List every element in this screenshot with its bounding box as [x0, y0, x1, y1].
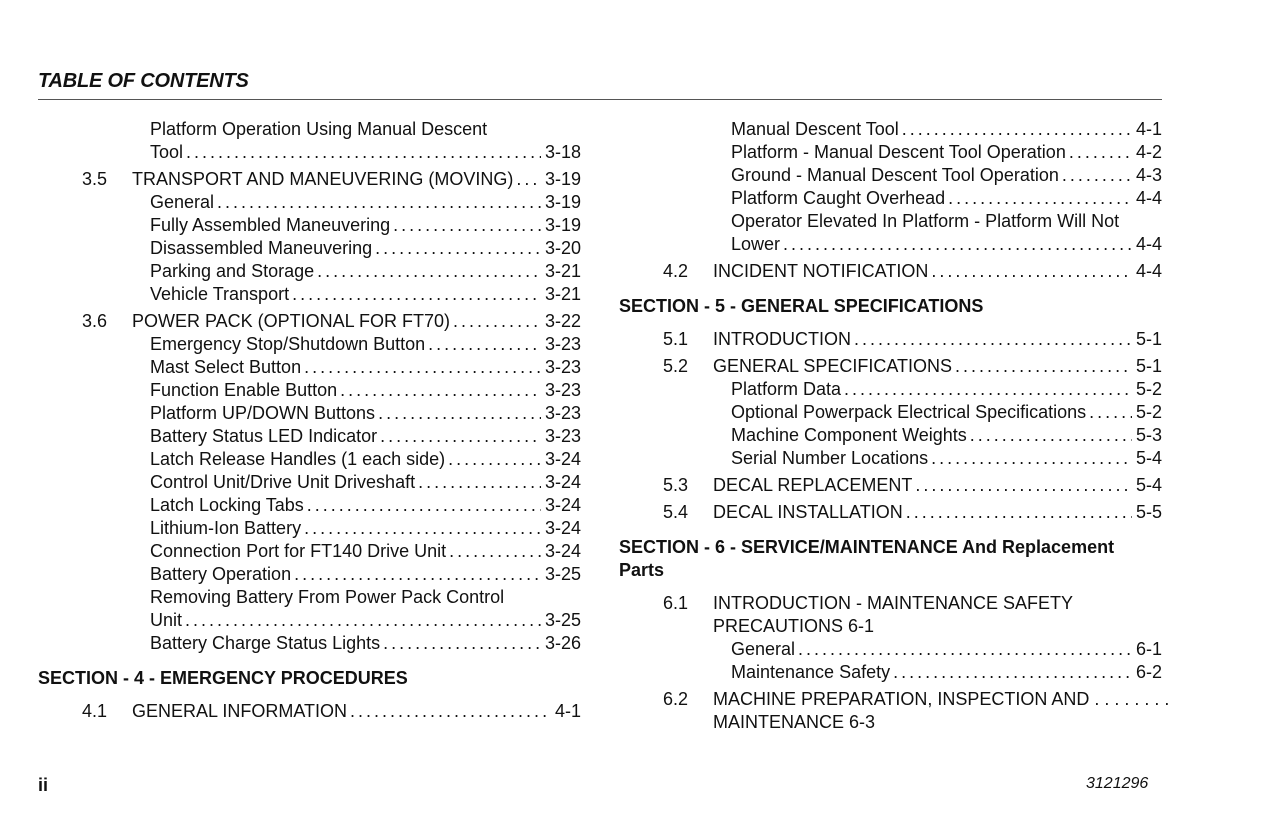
toc-entry-title: INTRODUCTION: [713, 329, 851, 349]
dot-leader: [317, 260, 541, 283]
toc-page-number: 4-1: [1135, 119, 1162, 139]
toc-page-number: 3-24: [544, 495, 581, 515]
toc-entry-line: [731, 233, 1162, 256]
toc-entry-line: [731, 661, 1162, 684]
toc-entry[interactable]: [731, 118, 1162, 141]
toc-entry-title: Tool: [150, 142, 184, 162]
toc-page-number: 3-23: [544, 357, 581, 377]
toc-entry-line: [150, 237, 581, 260]
toc-entry-line: [731, 118, 1162, 141]
dot-leader: [350, 700, 551, 723]
section-number: 5.4: [663, 502, 689, 522]
dot-leader: [915, 474, 1132, 497]
dot-leader: [948, 187, 1132, 210]
toc-entry-line: [132, 700, 581, 723]
toc-entry[interactable]: [731, 401, 1162, 424]
toc-entry-title: Lithium-Ion Battery: [150, 518, 302, 538]
toc-entry-line: [150, 141, 581, 164]
toc-entry-title: DECAL REPLACEMENT: [713, 475, 913, 495]
toc-page-number: 3-24: [544, 541, 581, 561]
toc-entry-line: [713, 355, 1162, 378]
toc-page-number: 3-23: [544, 380, 581, 400]
toc-entry-title: Vehicle Transport: [150, 284, 290, 304]
toc-page-number: 4-4: [1135, 234, 1162, 254]
dot-leader: [418, 471, 541, 494]
dot-leader: [383, 632, 541, 655]
toc-page-number: 3-24: [544, 472, 581, 492]
toc-entry[interactable]: [150, 425, 581, 448]
toc-page-number: 5-4: [1135, 475, 1162, 495]
dot-leader: [307, 494, 541, 517]
toc-entry-line: [731, 141, 1162, 164]
toc-entry-line: [150, 632, 581, 655]
toc-page-number: 5-2: [1135, 402, 1162, 422]
toc-entry-title: Parking and Storage: [150, 261, 315, 281]
toc-entry[interactable]: [150, 517, 581, 540]
toc-section-entry[interactable]: [82, 696, 581, 723]
dot-leader: [798, 638, 1132, 661]
dot-leader: [186, 141, 541, 164]
toc-entry-title: Platform Data: [731, 379, 842, 399]
toc-entry-line: [150, 471, 581, 494]
toc-entry-line: [713, 501, 1162, 524]
toc-entry-line: [150, 283, 581, 306]
section-heading[interactable]: [619, 283, 1162, 324]
section-number: 3.5: [82, 169, 108, 189]
toc-entry-line: [150, 517, 581, 540]
toc-entry-line: [731, 401, 1162, 424]
toc-entry-title: Connection Port for FT140 Drive Unit: [150, 541, 447, 561]
dot-leader: [449, 540, 541, 563]
dot-leader: [902, 118, 1132, 141]
toc-entry-title: Platform UP/DOWN Buttons: [150, 403, 376, 423]
toc-entry-line: [713, 474, 1162, 497]
toc-entry-title: Lower: [731, 234, 781, 254]
dot-leader: [893, 661, 1132, 684]
toc-entry-title: MAINTENANCE 6-3: [713, 712, 876, 732]
toc-entry[interactable]: [150, 471, 581, 494]
toc-page-number: 3-26: [544, 633, 581, 653]
toc-entry[interactable]: [731, 187, 1162, 210]
toc-entry-title: Manual Descent Tool: [731, 119, 899, 139]
toc-entry[interactable]: [150, 494, 581, 517]
section-number: 6.1: [663, 593, 689, 613]
toc-entry-line: [731, 187, 1162, 210]
toc-page-number: 6-2: [1135, 662, 1162, 682]
toc-page-number: 5-5: [1135, 502, 1162, 522]
section-number: 5.3: [663, 475, 689, 495]
toc-entry-title: Machine Component Weights: [731, 425, 967, 445]
toc-entry-line: [150, 540, 581, 563]
dot-leader: [428, 333, 541, 356]
dot-leader: [516, 168, 541, 191]
toc-entry-title: INCIDENT NOTIFICATION: [713, 261, 929, 281]
dot-leader: [931, 260, 1132, 283]
toc-entry-title: Operator Elevated In Platform - Platform Will Not: [731, 211, 1120, 231]
section-heading[interactable]: [38, 655, 581, 696]
toc-entry-title: MACHINE PREPARATION, INSPECTION AND . . . . . . . .: [713, 689, 1170, 709]
dot-leader: [970, 424, 1132, 447]
toc-entry[interactable]: [731, 141, 1162, 164]
toc-entry-line: [731, 447, 1162, 470]
dot-leader: [1089, 401, 1132, 424]
toc-page-number: 3-23: [544, 403, 581, 423]
toc-entry-title: Platform Caught Overhead: [731, 188, 946, 208]
section-number: 3.6: [82, 311, 108, 331]
dot-leader: [304, 356, 541, 379]
toc-entry[interactable]: [150, 118, 581, 164]
dot-leader: [448, 448, 541, 471]
toc-page-number: 3-23: [544, 426, 581, 446]
toc-entry-line: [132, 310, 581, 333]
toc-page-number: 3-19: [544, 169, 581, 189]
dot-leader: [955, 355, 1132, 378]
dot-leader: [844, 378, 1132, 401]
section-heading-line: SECTION - 5 - GENERAL SPECIFICATIONS: [619, 296, 984, 316]
dot-leader: [380, 425, 541, 448]
toc-page-number: 3-19: [544, 192, 581, 212]
toc-entry[interactable]: [150, 540, 581, 563]
toc-entry-line: [150, 379, 581, 402]
dot-leader: [304, 517, 541, 540]
toc-entry-title: Mast Select Button: [150, 357, 302, 377]
toc-entry-title: Optional Powerpack Electrical Specifications: [731, 402, 1087, 422]
toc-entry-title: DECAL INSTALLATION: [713, 502, 903, 522]
toc-page-number: 3-25: [544, 564, 581, 584]
toc-page-number: 4-4: [1135, 188, 1162, 208]
toc-page-number: 5-1: [1135, 356, 1162, 376]
toc-entry-line: [731, 424, 1162, 447]
toc-entry[interactable]: [731, 164, 1162, 187]
dot-leader: [340, 379, 541, 402]
toc-entry-title: Fully Assembled Maneuvering: [150, 215, 391, 235]
toc-entry-title: Maintenance Safety: [731, 662, 891, 682]
toc-entry-line: [713, 260, 1162, 283]
toc-entry-title: Latch Locking Tabs: [150, 495, 304, 515]
toc-entry-title: GENERAL SPECIFICATIONS: [713, 356, 953, 376]
dot-leader: [185, 609, 541, 632]
dot-leader: [217, 191, 541, 214]
section-number: 6.2: [663, 689, 689, 709]
section-heading-line: SECTION - 4 - EMERGENCY PROCEDURES: [38, 668, 408, 688]
page-header-title: TABLE OF CONTENTS: [38, 70, 249, 92]
toc-section-entry[interactable]: [663, 588, 1162, 638]
dot-leader: [931, 447, 1132, 470]
toc-entry[interactable]: [731, 638, 1162, 661]
dot-leader: [783, 233, 1132, 256]
toc-page-number: 3-25: [544, 610, 581, 630]
toc-entry[interactable]: [150, 237, 581, 260]
toc-page-number: 4-2: [1135, 142, 1162, 162]
toc-entry-line: [150, 214, 581, 237]
header-rule: [38, 99, 1162, 100]
toc-entry-title: General: [150, 192, 215, 212]
toc-page-number: 3-21: [544, 261, 581, 281]
toc-entry-line: [731, 164, 1162, 187]
toc-entry-title: INTRODUCTION - MAINTENANCE SAFETY: [713, 593, 1074, 613]
section-number: 4.1: [82, 701, 108, 721]
dot-leader: [854, 328, 1132, 351]
toc-entry[interactable]: [150, 448, 581, 471]
toc-page-number: 3-21: [544, 284, 581, 304]
toc-entry-title: Latch Release Handles (1 each side): [150, 449, 446, 469]
toc-entry-line: [713, 328, 1162, 351]
toc-page-number: 5-4: [1135, 448, 1162, 468]
toc-entry-title: Platform Operation Using Manual Descent: [150, 119, 488, 139]
toc-entry-title: Serial Number Locations: [731, 448, 929, 468]
toc-section-entry[interactable]: [663, 324, 1162, 351]
toc-page-number: 3-24: [544, 449, 581, 469]
toc-entry[interactable]: [150, 214, 581, 237]
toc-entry[interactable]: [150, 333, 581, 356]
toc-entry[interactable]: [731, 447, 1162, 470]
toc-entry-line: [731, 378, 1162, 401]
toc-entry[interactable]: [731, 661, 1162, 684]
dot-leader: [393, 214, 541, 237]
toc-entry-line: [132, 168, 581, 191]
dot-leader: [906, 501, 1132, 524]
toc-entry-line: [150, 260, 581, 283]
toc-page-number: 5-1: [1135, 329, 1162, 349]
toc-section-entry[interactable]: [663, 351, 1162, 378]
toc-section-entry[interactable]: [663, 256, 1162, 283]
toc-entry-title: Ground - Manual Descent Tool Operation: [731, 165, 1059, 185]
toc-entry-line: [150, 609, 581, 632]
toc-page-number: 3-18: [544, 142, 581, 162]
toc-entry-title: Battery Status LED Indicator: [150, 426, 378, 446]
toc-entry-line: [150, 333, 581, 356]
toc-entry-title: Disassembled Maneuvering: [150, 238, 373, 258]
footer-document-number: 3121296: [1086, 775, 1149, 792]
toc-page-number: 3-23: [544, 334, 581, 354]
toc-page-number: 5-2: [1135, 379, 1162, 399]
toc-entry[interactable]: [150, 191, 581, 214]
toc-entry-line: [150, 402, 581, 425]
toc-page-number: 3-19: [544, 215, 581, 235]
toc-entry[interactable]: [731, 210, 1162, 256]
toc-page-number: 5-3: [1135, 425, 1162, 445]
toc-entry[interactable]: [150, 379, 581, 402]
toc-entry[interactable]: [150, 563, 581, 586]
toc-entry-title: POWER PACK (OPTIONAL FOR FT70): [132, 311, 451, 331]
dot-leader: [453, 310, 541, 333]
toc-page-number: 6-1: [1135, 639, 1162, 659]
dot-leader: [1069, 141, 1132, 164]
toc-page-number: 3-22: [544, 311, 581, 331]
toc-entry-title: TRANSPORT AND MANEUVERING (MOVING): [132, 169, 514, 189]
toc-page-number: 3-20: [544, 238, 581, 258]
toc-entry[interactable]: [150, 260, 581, 283]
toc-entry-title: Battery Operation: [150, 564, 292, 584]
dot-leader: [292, 283, 541, 306]
toc-entry-line: [150, 191, 581, 214]
toc-entry-line: [731, 638, 1162, 661]
toc-entry-title: Control Unit/Drive Unit Driveshaft: [150, 472, 416, 492]
toc-entry[interactable]: [150, 356, 581, 379]
toc-right-column: [619, 118, 1170, 734]
toc-section-entry[interactable]: [82, 164, 581, 191]
toc-section-entry[interactable]: [82, 306, 581, 333]
toc-section-entry[interactable]: [663, 684, 1170, 734]
dot-leader: [294, 563, 541, 586]
toc-entry-title: General: [731, 639, 796, 659]
toc-page-number: 4-3: [1135, 165, 1162, 185]
toc-page-number: 4-1: [554, 701, 581, 721]
section-number: 4.2: [663, 261, 689, 281]
toc-entry[interactable]: [150, 586, 581, 632]
toc-entry-title: Unit: [150, 610, 183, 630]
toc-page-number: 3-24: [544, 518, 581, 538]
toc-entry[interactable]: [731, 378, 1162, 401]
section-number: 5.2: [663, 356, 689, 376]
toc-entry-title: Removing Battery From Power Pack Control: [150, 587, 505, 607]
dot-leader: [375, 237, 541, 260]
toc-entry-line: [150, 356, 581, 379]
footer-page-number: ii: [38, 775, 49, 795]
toc-section-entry[interactable]: [663, 470, 1162, 497]
toc-entry-title: Emergency Stop/Shutdown Button: [150, 334, 426, 354]
toc-page-number: 4-4: [1135, 261, 1162, 281]
toc-entry-title: Function Enable Button: [150, 380, 338, 400]
dot-leader: [378, 402, 541, 425]
toc-entry[interactable]: [150, 632, 581, 655]
toc-entry[interactable]: [150, 283, 581, 306]
section-heading-line: Parts: [619, 560, 665, 580]
toc-entry[interactable]: [150, 402, 581, 425]
toc-entry[interactable]: [731, 424, 1162, 447]
section-heading[interactable]: [619, 524, 1162, 588]
toc-entry-line: [150, 448, 581, 471]
toc-entry-line: [150, 425, 581, 448]
toc-left-column: [38, 118, 581, 723]
toc-entry-title: Platform - Manual Descent Tool Operation: [731, 142, 1066, 162]
toc-entry-title: GENERAL INFORMATION: [132, 701, 348, 721]
toc-entry-line: [150, 494, 581, 517]
toc-entry-title: PRECAUTIONS 6-1: [713, 616, 875, 636]
section-number: 5.1: [663, 329, 689, 349]
section-heading-line: SECTION - 6 - SERVICE/MAINTENANCE And Replacement: [619, 537, 1115, 557]
toc-entry-line: [150, 563, 581, 586]
dot-leader: [1062, 164, 1132, 187]
toc-entry-title: Battery Charge Status Lights: [150, 633, 381, 653]
toc-section-entry[interactable]: [663, 497, 1162, 524]
